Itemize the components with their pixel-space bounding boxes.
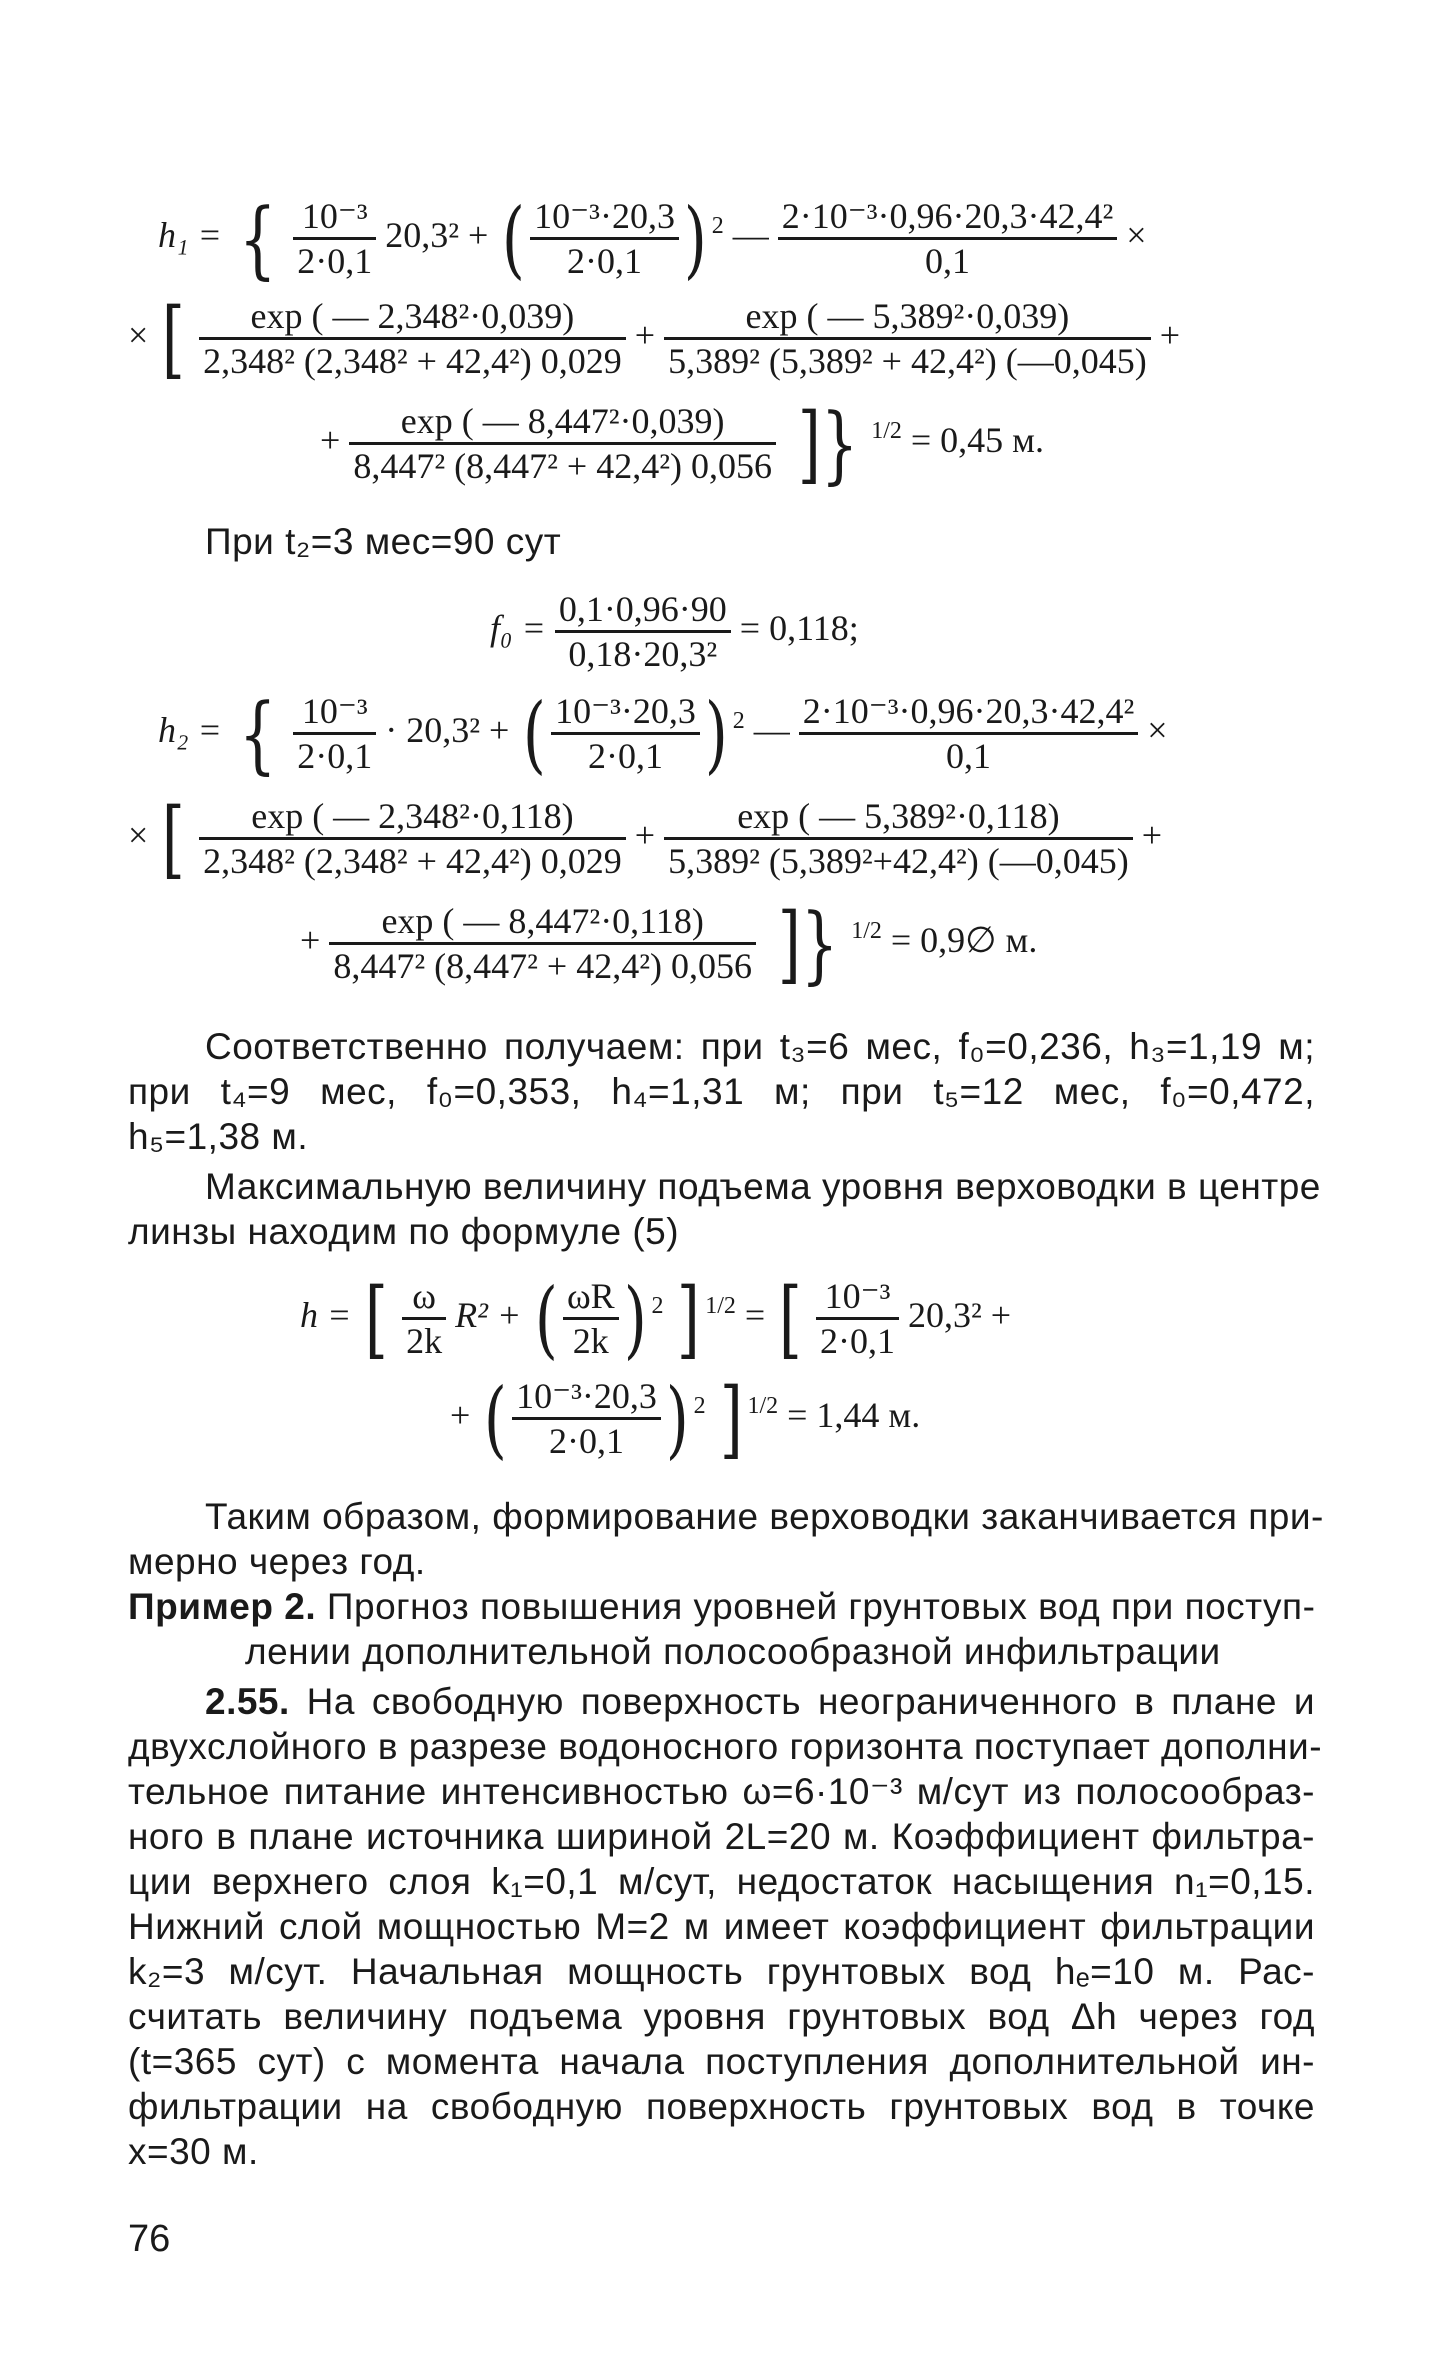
formula-hmax-line2: + ( $\frac{\text{10⁻³·20,3}}{2\cdot 0,1}$ ) $^2$ ] $^{1/2}$ = 1,44 м. bbox=[450, 1369, 921, 1468]
fraction: $\frac{\text{10⁻³}}{2\cdot 0,1}$ bbox=[293, 690, 376, 777]
formula-h2-line1: h₂ = { $\frac{\text{10⁻³}}{2\cdot 0,1}$ · 20,3² + ( $\frac{\text{10⁻³·20,3}}{2\cdot 0,1}$ ) $^2$ — $\frac{\text{2·10⁻³·0,96·20,3·42,4²}}{0,1}$ × bbox=[158, 684, 1168, 783]
fraction: $\frac{\text{exp ( — 2,348²·0,039)}}{\text{2,348² (2,348² + 42,4²) 0,029}}$ bbox=[199, 295, 626, 382]
text-line: двухслойного в разрезе водоносного горизонта поступает дополни- bbox=[128, 1726, 1323, 1767]
fraction: $\frac{\text{exp ( — 5,389²·0,039)}}{\text{5,389² (5,389² + 42,4²) (—0,045)}}$ bbox=[664, 295, 1151, 382]
formula-h1-line1: h₁ = { $\frac{\text{10⁻³}}{2\cdot 0,1}$ 20,3² + ( $\frac{\text{10⁻³·20,3}}{2\cdot 0,1}$ ) $^2$ — $\frac{\text{2·10⁻³·0,96·20,3·42,4²}}{0,1}$ × bbox=[158, 189, 1147, 288]
text-line: Таким образом, формирование верховодки заканчивается при- bbox=[205, 1496, 1324, 1537]
formula-f0: f₀ = $\frac{0,1\cdot 0,96\cdot 90}{\text{0,18·20,3²}}$ = 0,118; bbox=[490, 589, 859, 674]
fraction: $\frac{\omega}{2k}$ bbox=[402, 1275, 446, 1362]
section-line: 2.55. На свободную поверхность неограниченного в плане и bbox=[205, 1681, 1315, 1722]
text-line: x=30 м. bbox=[128, 2131, 259, 2172]
example-heading-cont: лении дополнительной полосообразной инфильтрации bbox=[245, 1631, 1221, 1672]
text-line: при t₄=9 мес, f₀=0,353, h₄=1,31 м; при t₅=12 мес, f₀=0,472, bbox=[128, 1071, 1315, 1112]
fraction: $\frac{\text{10⁻³·20,3}}{2\cdot 0,1}$ bbox=[512, 1375, 661, 1462]
fraction: $\frac{\text{exp ( — 5,389²·0,118)}}{\text{5,389² (5,389²+42,4²) (—0,045)}}$ bbox=[664, 795, 1133, 882]
text-line: ного в плане источника шириной 2L=20 м. Коэффициент фильтра- bbox=[128, 1816, 1315, 1857]
text-line: считать величину подъема уровня грунтовых вод Δh через год bbox=[128, 1996, 1315, 2037]
formula-h2-line3: + $\frac{\text{exp ( — 8,447²·0,118)}}{\text{8,447² (8,447² + 42,4²) 0,056}}$ ]} $^{1/2}$ = 0,9∅ м. bbox=[300, 894, 1038, 993]
text-line: Максимальную величину подъема уровня верховодки в центре bbox=[205, 1166, 1321, 1207]
fraction: $\frac{\text{exp ( — 8,447²·0,039)}}{\text{8,447² (8,447² + 42,4²) 0,056}}$ bbox=[349, 400, 776, 487]
t2-line: При t₂=3 мес=90 сут bbox=[205, 521, 562, 562]
fraction: $\frac{\text{10⁻³}}{2\cdot 0,1}$ bbox=[816, 1275, 899, 1362]
fraction: $\frac{\text{10⁻³·20,3}}{2\cdot 0,1}$ bbox=[551, 690, 700, 777]
formula-h2-line2: × [ $\frac{\text{exp ( — 2,348²·0,118)}}{\text{2,348² (2,348² + 42,4²) 0,029}}$ + $\frac{\text{exp ( — 5,389²·0,118)}}{\text{5,389² (5,389²+42,4²) (—0,045)}}$ + bbox=[128, 789, 1163, 888]
text-line: мерно через год. bbox=[128, 1541, 426, 1582]
text-line: ции верхнего слоя k₁=0,1 м/сут, недостаток насыщения n₁=0,15. bbox=[128, 1861, 1315, 1902]
fraction: $\frac{\text{2·10⁻³·0,96·20,3·42,4²}}{0,1}$ bbox=[799, 690, 1139, 777]
text-line: линзы находим по формуле (5) bbox=[128, 1211, 680, 1252]
text-line: k₂=3 м/сут. Начальная мощность грунтовых вод hₑ=10 м. Рас- bbox=[128, 1951, 1315, 1992]
text-line: Соответственно получаем: при t₃=6 мес, f₀=0,236, h₃=1,19 м; bbox=[205, 1026, 1315, 1067]
text-line: h₅=1,38 м. bbox=[128, 1116, 309, 1157]
fraction: $\frac{\text{exp ( — 2,348²·0,118)}}{\text{2,348² (2,348² + 42,4²) 0,029}}$ bbox=[199, 795, 626, 882]
text-line: тельное питание интенсивностью ω=6·10⁻³ м/сут из полосообраз- bbox=[128, 1771, 1315, 1812]
fraction: $\frac{\text{exp ( — 8,447²·0,118)}}{\text{8,447² (8,447² + 42,4²) 0,056}}$ bbox=[329, 900, 756, 987]
formula-label: h₁ = bbox=[158, 214, 222, 255]
example-heading: Пример 2. Прогноз повышения уровней грунтовых вод при поступ- bbox=[128, 1586, 1316, 1627]
text-line: (t=365 сут) с момента начала поступления дополнительной ин- bbox=[128, 2041, 1315, 2082]
text-line: Нижний слой мощностью M=2 м имеет коэффициент фильтрации bbox=[128, 1906, 1315, 1947]
fraction: $\frac{\text{2·10⁻³·0,96·20,3·42,4²}}{0,1}$ bbox=[778, 195, 1118, 282]
text-line: фильтрации на свободную поверхность грунтовых вод в точке bbox=[128, 2086, 1315, 2127]
page-number: 76 bbox=[128, 2218, 171, 2260]
formula-h1-line3: + $\frac{\text{exp ( — 8,447²·0,039)}}{\text{8,447² (8,447² + 42,4²) 0,056}}$ ]} $^{1/2}$ = 0,45 м. bbox=[320, 394, 1044, 493]
formula-h1-line2: × [ $\frac{\text{exp ( — 2,348²·0,039)}}{\text{2,348² (2,348² + 42,4²) 0,029}}$ + $\frac{\text{exp ( — 5,389²·0,039)}}{\text{5,389² (5,389² + 42,4²) (—0,045)}}$ + bbox=[128, 289, 1181, 388]
fraction: $\frac{\text{10⁻³}}{2\cdot 0,1}$ bbox=[293, 195, 376, 282]
fraction: $\frac{0,1\cdot 0,96\cdot 90}{\text{0,18·20,3²}}$ bbox=[555, 588, 731, 675]
fraction: $\frac{\text{10⁻³·20,3}}{2\cdot 0,1}$ bbox=[530, 195, 679, 282]
fraction: $\frac{\omega R}{2k}$ bbox=[563, 1275, 619, 1362]
formula-hmax-line1: h = [ $\frac{\omega}{2k}$ R² + ( $\frac{\omega R}{2k}$ ) $^2$ ] $^{1/2}$ = [ $\frac{\text{10⁻³}}{2\cdot 0,1}$ 20,3² + bbox=[300, 1269, 1012, 1368]
